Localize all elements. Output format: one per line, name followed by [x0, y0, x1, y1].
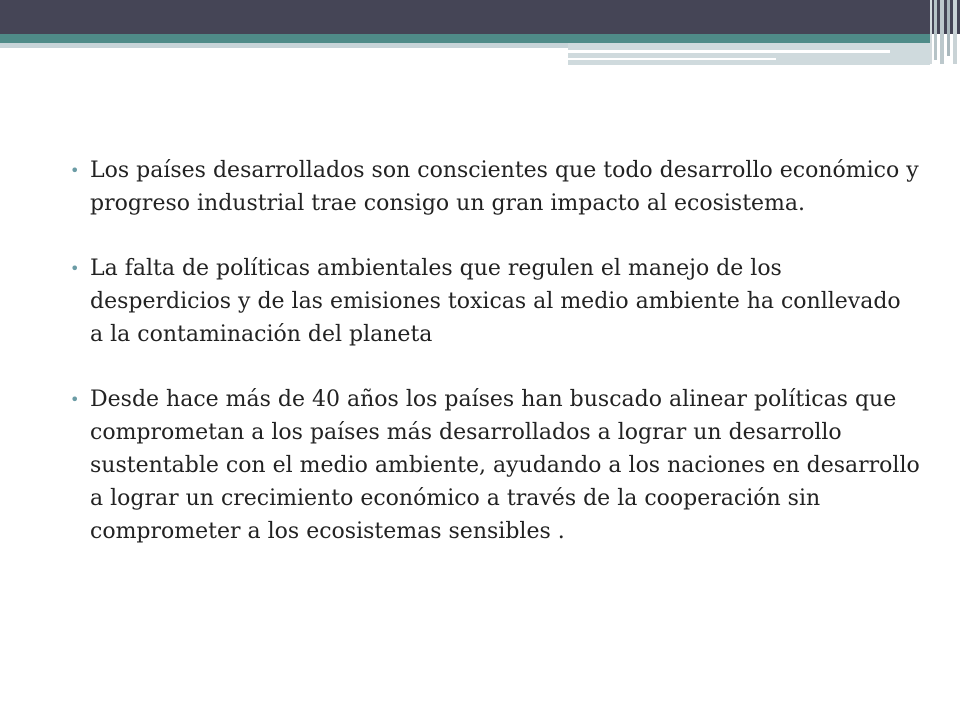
bullet-text: Los países desarrollados son conscientes que todo desarrollo económico y progreso industrial trae consigo un gran impacto al ecosistema. [90, 158, 919, 216]
bullet-item [70, 383, 920, 548]
header-band-gray-right [568, 43, 930, 65]
edge-stripe [940, 0, 944, 64]
edge-stripe [934, 0, 937, 60]
edge-stripe [930, 0, 932, 64]
header-band-gray-left [0, 43, 568, 48]
bullet-text: Desde hace más de 40 años los países han buscado alinear políticas que comprometan a los países más desarrollados a lograr un desarrollo sustentable con el medio ambiente, ayudando a los naciones en desarrollo a lograr un crecimiento económico a través de la cooperación sin comprometer a los ecosistemas sensibles . [90, 387, 920, 544]
header-band-teal [0, 34, 930, 43]
edge-stripe [947, 0, 950, 56]
header-line-highlight-2 [568, 58, 776, 60]
bullet-dot-icon: • [70, 390, 80, 409]
edge-stripe [953, 0, 957, 64]
bullet-item [70, 154, 920, 220]
bullet-dot-icon: • [70, 259, 80, 278]
bullet-item [70, 252, 920, 351]
header-line-highlight [568, 50, 890, 53]
bullet-text: La falta de políticas ambientales que regulen el manejo de los desperdicios y de las emisiones toxicas al medio ambiente ha conllevado a la contaminación del planeta [90, 256, 901, 347]
bullet-dot-icon: • [70, 161, 80, 180]
header-band-dark [0, 0, 960, 34]
bullet-list [70, 154, 920, 580]
